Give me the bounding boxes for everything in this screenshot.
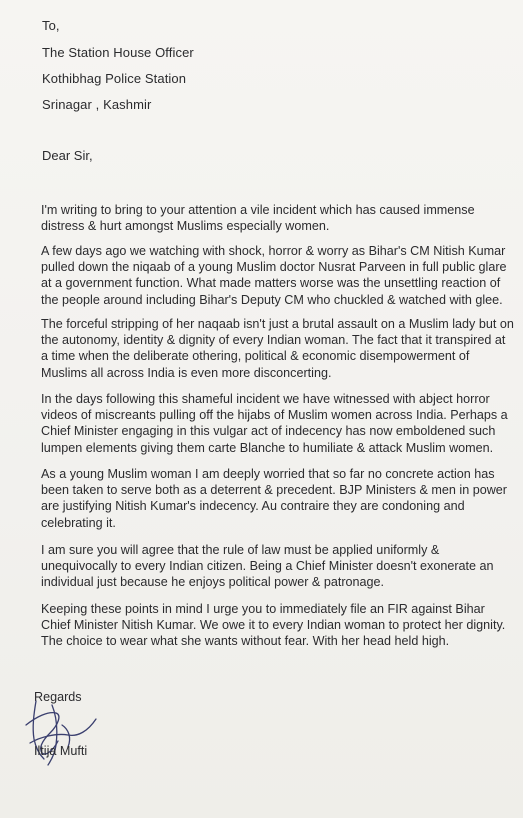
paragraph-line: Muslims all across India is even more disconcerting. <box>41 365 332 380</box>
paragraph-line: at a government function. What made matters worse was the unsettling reaction of <box>41 276 501 291</box>
salutation: Dear Sir, <box>42 148 93 163</box>
closing: Regards <box>34 690 82 704</box>
paragraph-line: I am sure you will agree that the rule of law must be applied uniformly & <box>41 543 440 557</box>
paragraph-line: lumpen elements giving them carte Blanche to humiliate & attack Muslim women. <box>41 440 494 455</box>
paragraph-line: The choice to wear what she wants without fear. With her head held high. <box>41 634 450 649</box>
paragraph-line: celebrating it. <box>41 515 116 530</box>
address-to: To, <box>42 18 60 33</box>
paragraph-5 <box>41 466 511 531</box>
paragraph-6 <box>41 542 511 591</box>
paragraph-4 <box>41 391 511 456</box>
paragraph-3 <box>41 316 514 381</box>
paragraph-7 <box>41 601 511 650</box>
paragraph-line: the autonomy, identity & dignity of every Indian woman. The fact that it transpired at <box>41 333 506 348</box>
paragraph-line: I'm writing to bring to your attention a vile incident which has caused immense <box>41 203 475 217</box>
paragraph-line: In the days following this shameful incident we have witnessed with abject horror <box>41 392 490 406</box>
paragraph-line: distress & hurt amongst Muslims especially women. <box>41 219 330 234</box>
address-station: Kothibhag Police Station <box>42 71 187 86</box>
paragraph-line: videos of miscreants pulling off the hijabs of Muslim women across India. Perhaps a <box>41 408 508 423</box>
address-city: Srinagar , Kashmir <box>42 97 152 112</box>
paragraph-line: individual just because he enjoys political power & patronage. <box>41 575 385 590</box>
paragraph-line: been taken to serve both as a deterrent & precedent. BJP Ministers & men in power <box>41 483 507 498</box>
paragraph-line: Chief Minister engaging in this vulgar act of indecency has now emboldened such <box>41 424 496 439</box>
signer-name: Iltija Mufti <box>34 744 88 758</box>
paragraph-line: The forceful stripping of her naqaab isn't just a brutal assault on a Muslim lady but on <box>41 317 514 331</box>
paragraph-1 <box>41 202 511 234</box>
paragraph-line: the people around including Bihar's Deputy CM who chuckled & watched with glee. <box>41 292 503 307</box>
paragraph-line: As a young Muslim woman I am deeply worried that so far no concrete action has <box>41 467 495 481</box>
paragraph-line: unequivocally to every Indian citizen. Being a Chief Minister doesn't exonerate an <box>41 559 494 574</box>
paragraph-line: Keeping these points in mind I urge you to immediately file an FIR against Bihar <box>41 602 485 616</box>
handwritten-signature <box>22 695 102 770</box>
paragraph-line: A few days ago we watching with shock, horror & worry as Bihar's CM Nitish Kumar <box>41 244 506 258</box>
paragraph-line: are justifying Nitish Kumar's indecency. Au contraire they are condoning and <box>41 499 465 514</box>
paragraph-2 <box>41 243 511 308</box>
paragraph-line: a time when the deliberate othering, political & economic disempowerment of <box>41 349 470 364</box>
paragraph-line: pulled down the niqaab of a young Muslim doctor Nusrat Parveen in full public glare <box>41 260 507 275</box>
paragraph-line: Chief Minister Nitish Kumar. We owe it to every Indian woman to protect her dignity. <box>41 618 506 633</box>
address-recipient: The Station House Officer <box>42 45 194 60</box>
